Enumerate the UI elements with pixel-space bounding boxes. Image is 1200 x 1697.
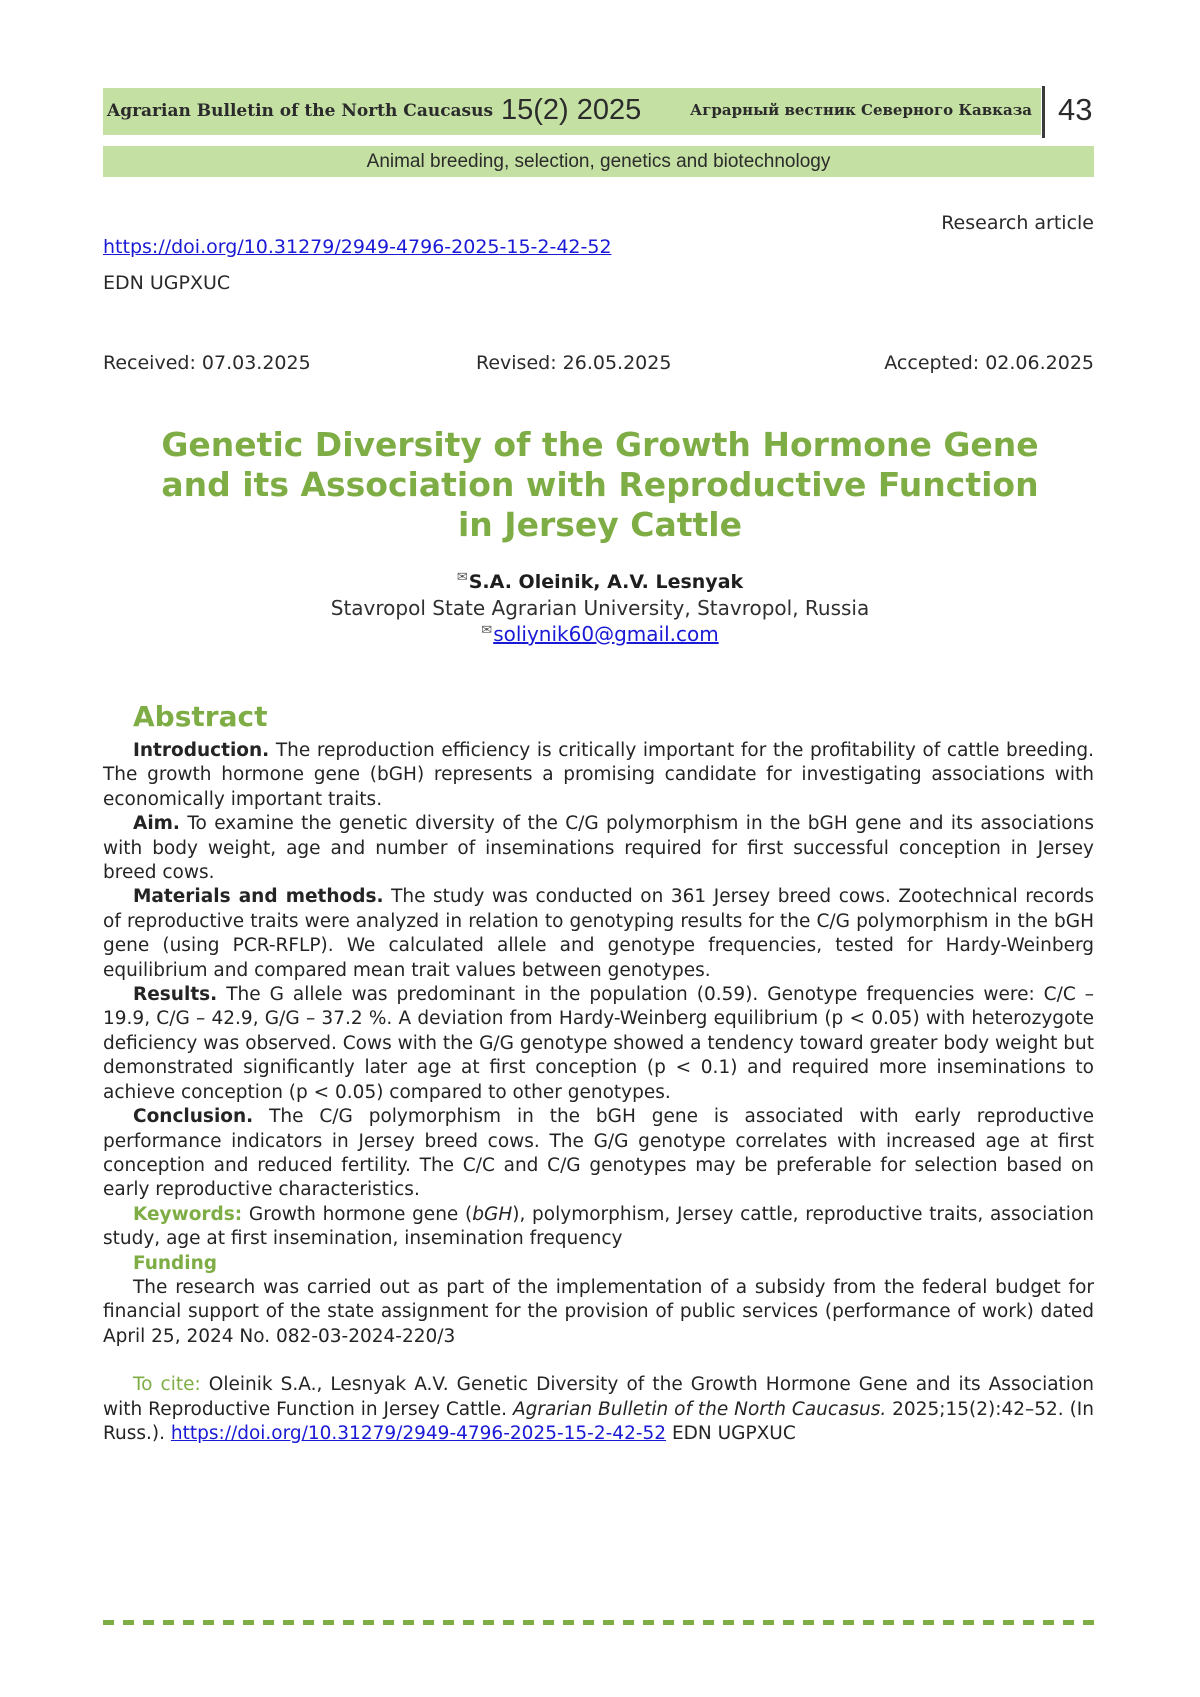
cite-journal: Agrarian Bulletin of the North Caucasus. — [512, 1398, 887, 1420]
methods-text: The study was conducted on 361 Jersey breed cows. Zootechnical records of reproductive traits were analyzed in relation to genotyping results for the C/G polymorphism in the bGH gene (using PCR-RFLP). We calculated allele and genotype frequencies, tested for Hardy-Weinberg equilibrium and compared mean trait values between genotypes. — [103, 886, 1095, 981]
page-number-divider — [1042, 86, 1045, 138]
accepted-date: Accepted: 02.06.2025 — [884, 352, 1094, 374]
issue-label: 15(2) 2025 — [501, 94, 642, 126]
abstract-heading: Abstract — [133, 700, 268, 733]
section-band — [103, 146, 1094, 177]
keywords-text-post: ), polymorphism, Jersey cattle, reproductive traits, association study, age at first insemination, insemination frequency — [103, 1203, 1094, 1250]
abstract-keywords — [103, 1203, 1094, 1252]
aim-text: To examine the genetic diversity of the C/G polymorphism in the bGH gene and its associations with body weight, age and number of inseminations required for first successful conception in Jersey breed cows. — [103, 813, 1094, 884]
introduction-text: The reproduction efficiency is critically important for the profitability of cattle breeding. The growth hormone gene (bGH) represents a promising candidate for investigating associations with economically important traits. — [103, 740, 1094, 810]
article-title — [140, 425, 1060, 545]
abstract-aim — [103, 812, 1094, 885]
keywords-gene: bGH — [472, 1203, 513, 1225]
aim-label: Aim. — [133, 813, 180, 835]
citation — [103, 1373, 1094, 1446]
title-line-1: Genetic Diversity of the Growth Hormone Gene — [161, 425, 1039, 464]
journal-title-en: Agrarian Bulletin of the North Caucasus — [107, 101, 494, 121]
cite-label: To cite: — [133, 1374, 201, 1396]
footer-dashed-divider — [103, 1620, 1094, 1625]
affiliation: Stavropol State Agrarian University, Stavropol, Russia — [330, 596, 870, 620]
author-names: S.A. Oleinik, A.V. Lesnyak — [468, 571, 744, 593]
envelope-icon: ✉ — [481, 623, 493, 638]
journal-header — [103, 88, 1041, 135]
title-line-2: and its Association with Reproductive Function — [161, 465, 1039, 504]
introduction-label: Introduction. — [133, 740, 270, 761]
keywords-text-pre: Growth hormone gene ( — [242, 1203, 473, 1225]
cite-details: 2025;15(2):42–52. (In Russ.). — [103, 1398, 1094, 1444]
results-label: Results. — [133, 984, 218, 1006]
abstract-methods — [103, 885, 1094, 983]
page-number: 43 — [1058, 92, 1093, 127]
keywords-label: Keywords: — [133, 1203, 243, 1225]
article-type: Research article — [941, 212, 1094, 234]
authors-line — [0, 570, 1200, 593]
abstract-results — [103, 983, 1094, 1105]
cite-text: Oleinik S.A., Lesnyak A.V. Genetic Diversity of the Growth Hormone Gene and its Association with Reproductive Function in Jersey Cattle. — [103, 1374, 1094, 1420]
methods-label: Materials and methods. — [133, 886, 384, 908]
abstract-conclusion — [103, 1105, 1094, 1203]
funding-heading: Funding — [133, 1252, 218, 1274]
envelope-icon: ✉ — [456, 570, 468, 585]
conclusion-text: The C/G polymorphism in the bGH gene is associated with early reproductive performance indicators in Jersey breed cows. The G/G genotype correlates with increased age at first conception and reduced fertility. The C/C and C/G genotypes may be preferable for selection based on early reproductive characteristics. — [103, 1106, 1094, 1201]
doi-link[interactable]: https://doi.org/10.31279/2949-4796-2025-15-2-42-52 — [103, 236, 612, 258]
funding-heading-line — [103, 1252, 1094, 1276]
section-title: Animal breeding, selection, genetics and biotechnology — [366, 151, 831, 172]
email-line — [0, 622, 1200, 646]
edn-code: EDN UGPXUC — [103, 272, 231, 294]
results-text: The G allele was predominant in the population (0.59). Genotype frequencies were: C/C – 19.9, C/G – 42.9, G/G – 37.2 %. A deviation from Hardy-Weinberg equilibrium (p < 0.05) with heterozygote deficiency was observed. Cows with the G/G genotype showed a tendency toward greater body weight but demonstrated significantly later age at first conception (p < 0.1) and required more inseminations to achieve conception (p < 0.05) compared to other genotypes. — [103, 984, 1094, 1103]
title-line-3: in Jersey Cattle — [458, 505, 742, 544]
cite-edn: EDN UGPXUC — [666, 1422, 796, 1444]
abstract-introduction — [103, 739, 1094, 812]
revised-date: Revised: 26.05.2025 — [476, 352, 672, 374]
abstract-body — [103, 739, 1094, 1446]
cite-doi-link[interactable]: https://doi.org/10.31279/2949-4796-2025-15-2-42-52 — [170, 1422, 667, 1444]
conclusion-label: Conclusion. — [133, 1106, 254, 1128]
received-date: Received: 07.03.2025 — [103, 352, 311, 374]
journal-title-ru: Аграрный вестник Северного Кавказа — [690, 101, 1032, 119]
author-email-link[interactable]: soliynik60@gmail.com — [493, 622, 719, 646]
funding-text: The research was carried out as part of the implementation of a subsidy from the federal budget for financial support of the state assignment for the provision of public services (performance of work) dated April 25, 2024 No. 082-03-2024-220/3 — [103, 1276, 1094, 1347]
